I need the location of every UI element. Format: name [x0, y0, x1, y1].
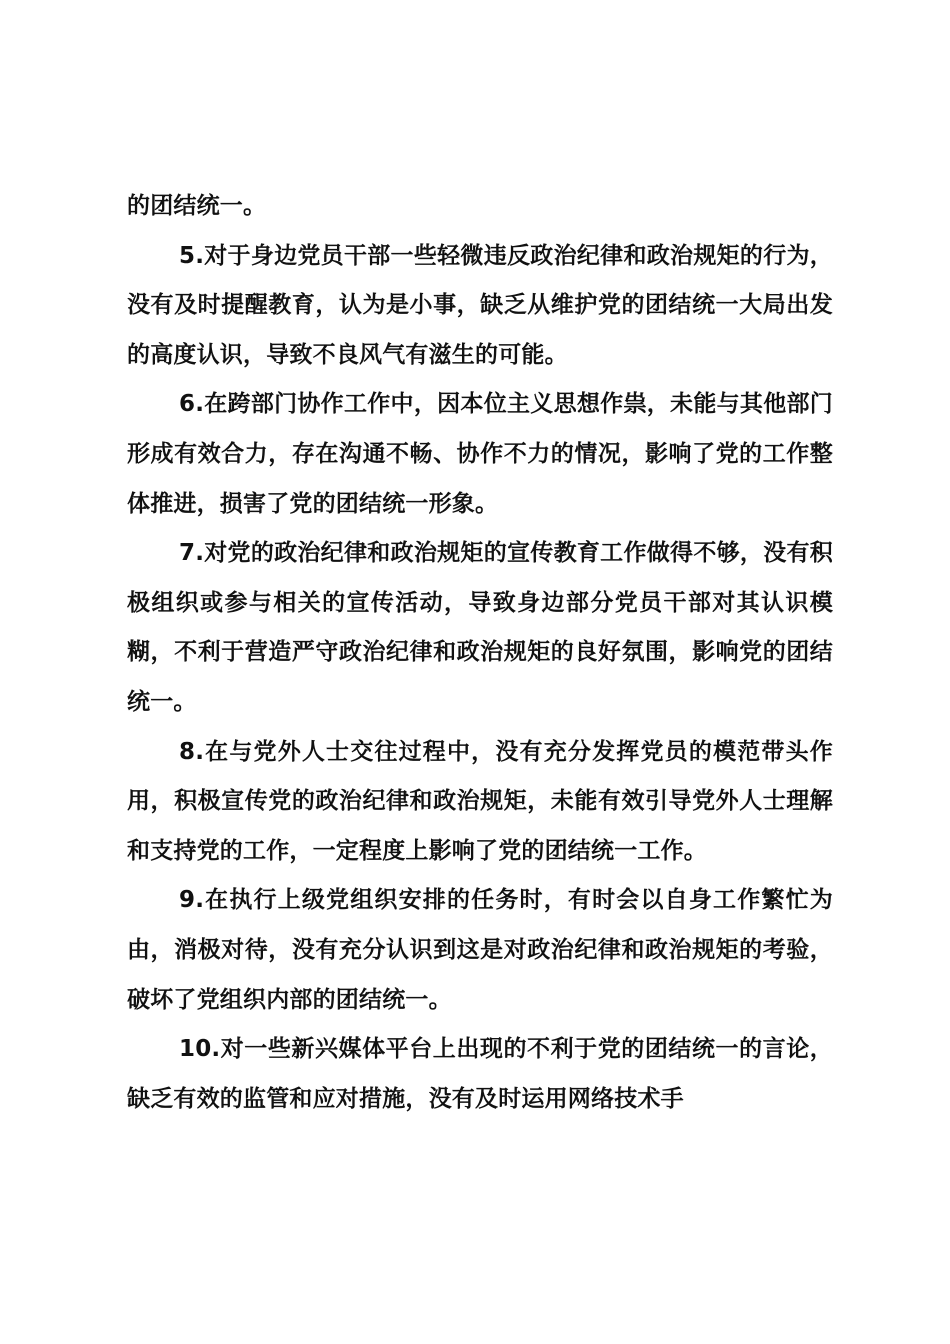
paragraph-item-7: 7.对党的政治纪律和政治规矩的宣传教育工作做得不够，没有积极组织或参与相关的宣传活动，导致身边部分党员干部对其认识模糊，不利于营造严守政治纪律和政治规矩的良好氛围，影响党的团结统一。	[127, 540, 833, 715]
document-body	[127, 182, 833, 1124]
paragraph-item-10: 10.对一些新兴媒体平台上出现的不利于党的团结统一的言论，缺乏有效的监管和应对措施，没有及时运用网络技术手	[127, 1036, 833, 1112]
paragraph-continuation: 的团结统一。	[127, 193, 267, 219]
paragraph-item-8: 8.在与党外人士交往过程中，没有充分发挥党员的模范带头作用，积极宣传党的政治纪律和政治规矩，未能有效引导党外人士理解和支持党的工作，一定程度上影响了党的团结统一工作。	[127, 738, 833, 864]
paragraph-item-5: 5.对于身边党员干部一些轻微违反政治纪律和政治规矩的行为，没有及时提醒教育，认为是小事，缺乏从维护党的团结统一大局出发的高度认识，导致不良风气有滋生的可能。	[127, 242, 833, 368]
paragraph-item-6: 6.在跨部门协作工作中，因本位主义思想作祟，未能与其他部门形成有效合力，存在沟通不畅、协作不力的情况，影响了党的工作整体推进，损害了党的团结统一形象。	[127, 391, 833, 517]
paragraph-item-9: 9.在执行上级党组织安排的任务时，有时会以自身工作繁忙为由，消极对待，没有充分认识到这是对政治纪律和政治规矩的考验，破坏了党组织内部的团结统一。	[127, 887, 833, 1013]
